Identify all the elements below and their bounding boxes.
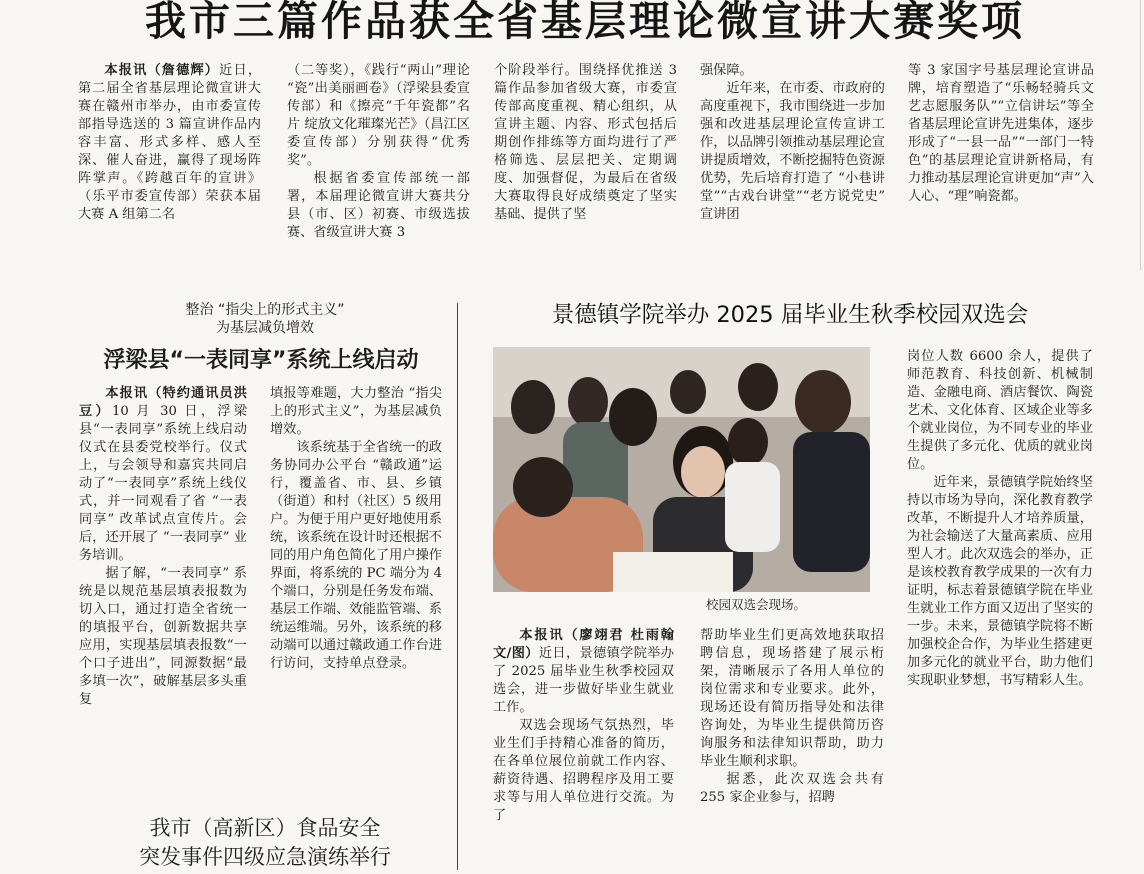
paragraph — [700, 80, 885, 224]
article4-title-line2: 突发事件四级应急演练举行 — [139, 845, 391, 869]
paragraph-text: （二等奖），《践行“两山”理论 “瓷”出美丽画卷》（浮梁县委宣传部）和《擦亮“千年瓷都”名片 绽放文化璀璨光芒》（昌江区委宣传部）分别获得“优秀奖”。 — [287, 63, 470, 168]
article2-column-2 — [270, 385, 442, 777]
paragraph-text: 填报等难题，大力整治 “指尖上的形式主义”，为基层减负增效。 — [270, 386, 442, 437]
paragraph — [493, 717, 674, 825]
article1-column-5 — [908, 62, 1094, 272]
paragraph — [287, 62, 470, 170]
paragraph — [700, 627, 884, 771]
photo-caption: 校园双选会现场。 — [706, 597, 807, 612]
paragraph — [700, 62, 885, 80]
dateline: 本报讯（特约通讯员洪豆） — [79, 386, 247, 419]
article4-title — [100, 814, 430, 872]
article1-column-4 — [700, 62, 885, 272]
paragraph — [78, 62, 261, 224]
article2-kicker-line2: 为基层减负增效 — [216, 320, 314, 336]
article2-kicker — [80, 301, 450, 337]
column-divider — [457, 303, 458, 870]
article4-title-line1: 我市（高新区）食品安全 — [149, 816, 381, 840]
paragraph-text: 等 3 家国字号基层理论宣讲品牌，培育塑造了“乐畅轻骑兵文艺志愿服务队”“立信讲坛”等全省基层理论宣讲先进集体，逐步形成了“一县一品”“一部门一特色”的基层理论宣讲新格局，有力推动基层理论宣讲更加“声”入人心、“理”响瓷都。 — [908, 63, 1094, 204]
article1-column-2 — [287, 62, 470, 272]
paragraph — [270, 439, 442, 673]
article3-column-2 — [700, 627, 884, 857]
paragraph — [700, 771, 884, 807]
article3-column-3 — [907, 348, 1093, 858]
paragraph — [287, 170, 470, 242]
paragraph-text: 双选会现场气氛热烈，毕业生们手持精心准备的简历，在各单位展位前就工作内容、薪资待遇、招聘程序及用工要求等与用人单位进行交流。为了 — [493, 718, 674, 823]
paragraph-text: 强保障。 — [700, 63, 753, 78]
paragraph-text: 个阶段举行。围绕择优推送 3 篇作品参加省级大赛，市委宣传部高度重视、精心组织，从宣讲主题、内容、形式包括后期创作排练等方面均进行了严格筛选、层层把关、定期调度、加强督促，为最后在省级大赛取得良好成绩奠定了坚实基础、提供了坚 — [494, 63, 677, 222]
article1-column-1 — [78, 62, 261, 272]
paragraph-text: 根据省委宣传部统一部署，本届理论微宣讲大赛共分县（市、区）初赛、市级选拔赛、省级宣讲大赛 3 — [287, 171, 470, 240]
paragraph-text: 岗位人数 6600 余人，提供了师范教育、科技创新、机械制造、金融电商、酒店餐饮、陶瓷艺术、文化体育、区域企业等多个就业岗位，为不同专业的毕业生提供了多元化、优质的就业岗位。 — [907, 349, 1093, 472]
paragraph — [908, 62, 1094, 206]
job-fair-photo — [493, 347, 870, 592]
paragraph — [270, 385, 442, 439]
article3-title: 景德镇学院举办 2025 届毕业生秋季校园双选会 — [551, 302, 1029, 328]
page-edge-rule — [1140, 0, 1141, 270]
paragraph-text: 近年来，在市委、市政府的高度重视下，我市围绕进一步加强和改进基层理论宣传宣讲工作，以品牌引领推动基层理论宣讲提质增效，不断挖掘特色资源优势，先后培育打造了 “小巷讲堂”“古戏台讲堂”“老方说党史” 宣讲团 — [700, 81, 885, 222]
dateline: 本报讯（詹德辉） — [104, 63, 220, 78]
paragraph — [494, 62, 677, 224]
job-fair-photo-illustration — [493, 347, 870, 592]
paragraph-text: 10 月 30 日，浮梁县“一表同享”系统上线启动仪式在县委党校举行。仪式上，与会领导和嘉宾共同启动了“一表同享”系统上线仪式，并一同观看了省 “一表同享” 改革试点宣传片。会后，还开展了 “一表同享” 业务培训。 — [79, 404, 247, 563]
paragraph — [79, 565, 247, 709]
paragraph-text: 近日，第二届全省基层理论微宣讲大赛在赣州市举办，由市委宣传部指导选送的 3 篇宣讲作品内容丰富、形式多样、感人至深、催人奋进，赢得了现场阵阵掌声。《跨越百年的宣讲》（乐平市委宣传部）荣获本届大赛 A 组第二名 — [78, 63, 261, 222]
paragraph-text: 该系统基于全省统一的政务协同办公平台 “赣政通”运行，覆盖省、市、县、乡镇（街道）和村（社区）5 级用户。为便于用户更好地使用系统，该系统在设计时还根据不同的用户角色简化了用户操作界面，将系统的 PC 端分为 4 个端口，分别是任务发布端、基层工作端、效能监管端、系统运维端。另外，该系统的移动端可以通过赣政通工作台进行访问，支持单点登录。 — [270, 440, 442, 671]
paragraph-text: 近年来，景德镇学院始终坚持以市场为导向，深化教育教学改革，不断提升人才培养质量，为社会输送了大量高素质、应用型人才。此次双选会的举办，正是该校教育教学成果的一次有力证明，标志着景德镇学院在毕业生就业工作方面又迈出了坚实的一步。未来，景德镇学院将不断加强校企合作，为毕业生搭建更加多元化的就业平台，助力他们实现职业梦想，书写精彩人生。 — [907, 475, 1093, 688]
paragraph — [493, 627, 674, 717]
main-headline: 我市三篇作品获全省基层理论微宣讲大赛奖项 — [145, 0, 1025, 45]
article2-title: 浮梁县“一表同享”系统上线启动 — [103, 348, 419, 373]
paragraph — [907, 474, 1093, 690]
paragraph-text: 据悉，此次双选会共有 255 家企业参与，招聘 — [700, 772, 884, 805]
article3-column-1 — [493, 627, 674, 857]
article1-column-3 — [494, 62, 677, 272]
dateline: 本报讯（廖翊君 杜雨翰 文/图） — [493, 628, 674, 661]
paragraph-text: 帮助毕业生们更高效地获取招聘信息，现场搭建了展示桁架，清晰展示了各用人单位的岗位需求和专业要求。此外，现场还设有简历指导处和法律咨询处，为毕业生提供简历咨询服务和法律知识帮助，助力毕业生顺利求职。 — [700, 628, 884, 769]
paragraph-text: 近日，景德镇学院举办了 2025 届毕业生秋季校园双选会，进一步做好毕业生就业工作。 — [493, 646, 674, 715]
article2-kicker-line1: 整治 “指尖上的形式主义” — [185, 302, 345, 318]
paragraph — [79, 385, 247, 565]
paragraph — [907, 348, 1093, 474]
paragraph-text: 据了解，“一表同享” 系统是以规范基层填表报数为切入口，通过打造全省统一的填报平台，创新数据共享应用，实现基层填表报数“一个口子进出”，同源数据“最多填一次”，破解基层多头重复 — [79, 566, 247, 707]
article2-column-1 — [79, 385, 247, 777]
